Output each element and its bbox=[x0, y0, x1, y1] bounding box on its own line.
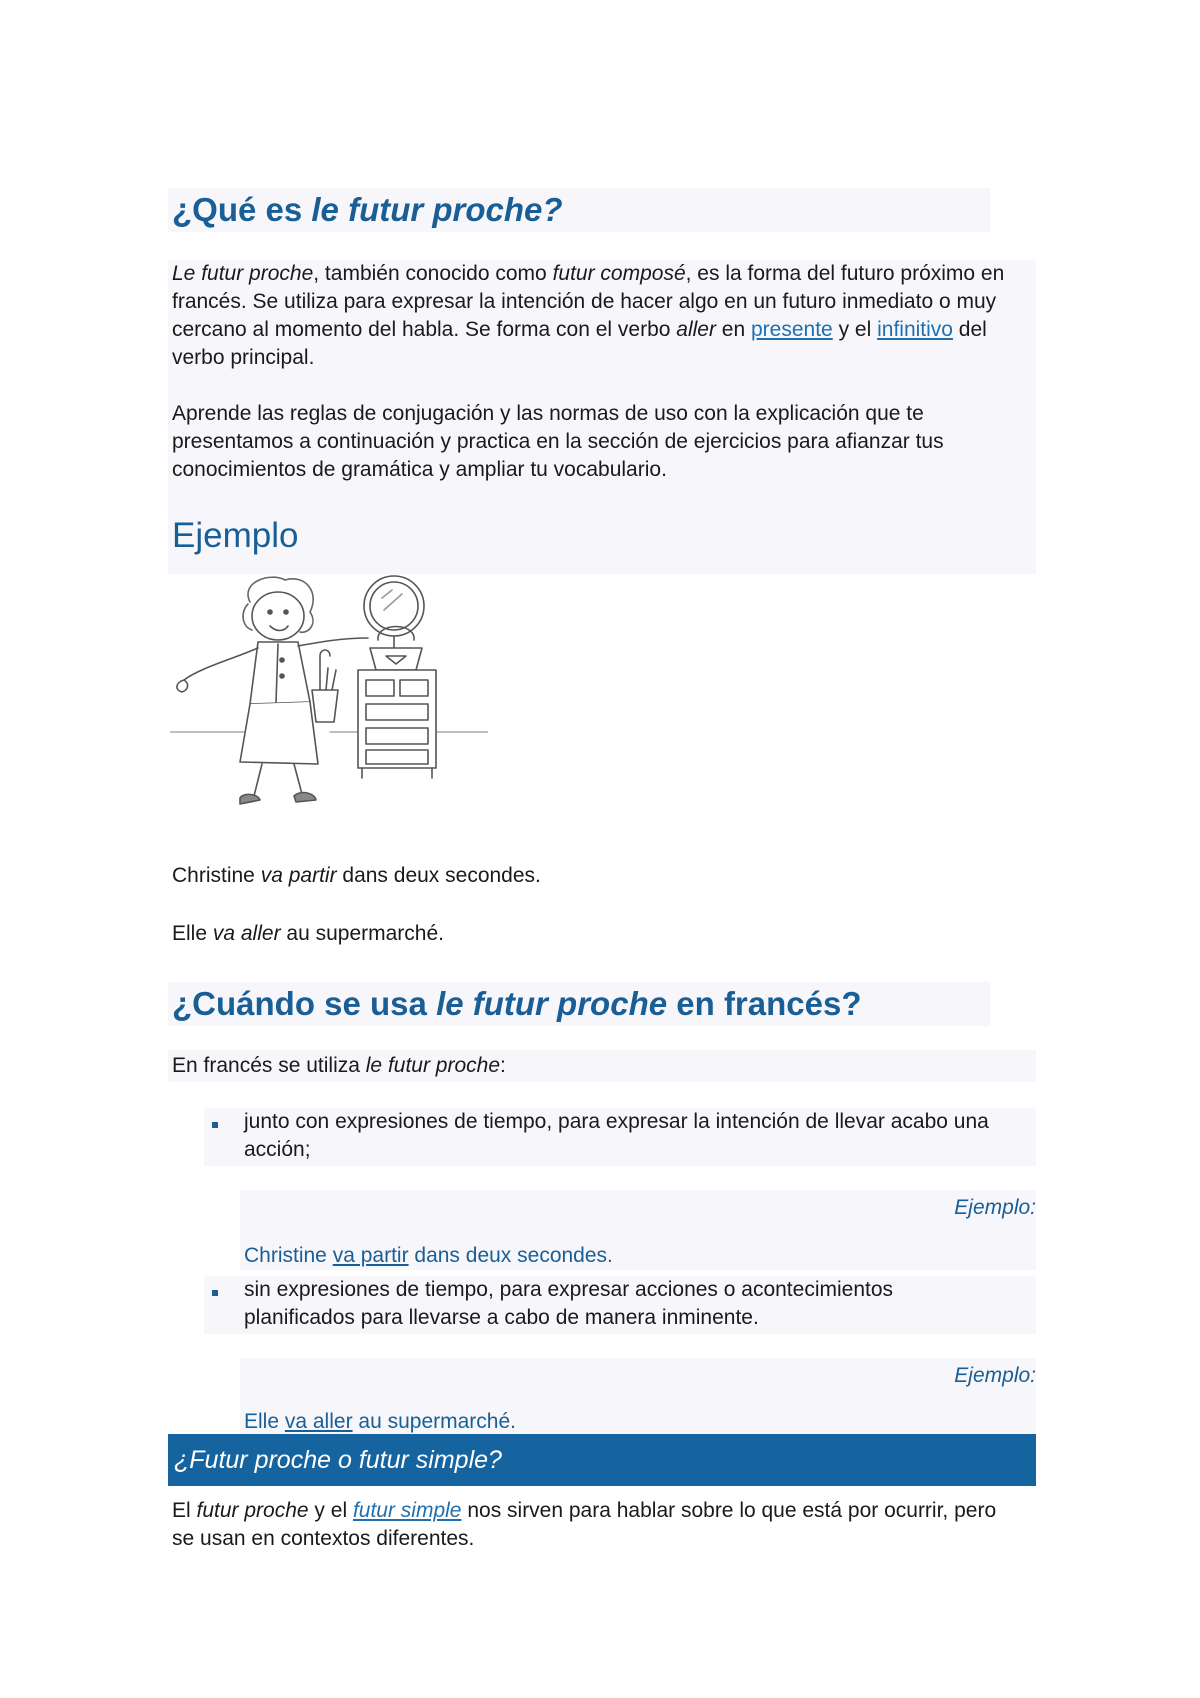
em-aller: aller bbox=[676, 318, 716, 341]
text: Elle bbox=[244, 1410, 285, 1433]
example-line-2 bbox=[172, 920, 444, 948]
text: En francés se utiliza bbox=[172, 1054, 366, 1077]
text: au supermarché. bbox=[280, 922, 444, 945]
bullet-1-text: junto con expresiones de tiempo, para expresar la intención de llevar acabo una acción; bbox=[244, 1110, 989, 1161]
text: au supermarché. bbox=[352, 1410, 516, 1433]
section-title-que-es bbox=[172, 188, 563, 232]
bullet-1-example bbox=[244, 1244, 613, 1268]
presente-link[interactable]: presente bbox=[751, 318, 833, 341]
em-futur-proche: futur proche bbox=[196, 1499, 309, 1522]
text: : bbox=[500, 1054, 506, 1077]
em-futur-compose: futur composé bbox=[552, 262, 686, 285]
text: El bbox=[172, 1499, 197, 1522]
underlined-verb: va aller bbox=[284, 1410, 353, 1433]
em: Futur proche bbox=[189, 1446, 332, 1474]
text: Christine bbox=[172, 864, 261, 887]
bullet-2-text: sin expresiones de tiempo, para expresar acciones o acontecimientos planificados para llevarse a cabo de manera inminente. bbox=[244, 1278, 894, 1329]
example-label-1: Ejemplo: bbox=[954, 1196, 1036, 1219]
em: futur simple bbox=[358, 1446, 489, 1474]
infinitivo-link[interactable]: infinitivo bbox=[877, 318, 953, 341]
title-pre: ¿Qué es bbox=[172, 191, 312, 228]
text: nos sirven para hablar sobre lo que está por ocurrir, pero se usan en contextos diferentes. bbox=[172, 1499, 997, 1550]
futur-proche-vs-simple-banner bbox=[168, 1434, 1036, 1486]
em-va-aller: va aller bbox=[212, 922, 281, 945]
text: Elle bbox=[172, 922, 213, 945]
title-post: en francés? bbox=[667, 985, 862, 1022]
text: dans deux secondes. bbox=[336, 864, 541, 887]
bullet-icon bbox=[212, 1290, 218, 1296]
text: dans deux secondes. bbox=[408, 1244, 613, 1267]
text: , también conocido como bbox=[313, 262, 553, 285]
text: ? bbox=[488, 1446, 502, 1474]
text: y el bbox=[832, 318, 878, 341]
title-em: le futur proche bbox=[436, 985, 668, 1022]
em-futur-proche: Le futur proche bbox=[172, 262, 314, 285]
comparison-paragraph bbox=[172, 1497, 1012, 1553]
futur-simple-link[interactable]: futur simple bbox=[352, 1499, 462, 1522]
em-va-partir: va partir bbox=[260, 864, 337, 887]
definition-paragraph bbox=[172, 260, 1036, 372]
learn-paragraph: Aprende las reglas de conjugación y las normas de uso con la explicación que te presentamos a continuación y practica en la sección de ejercicios para afianzar tus conocimientos de gramática y ampliar tu vocabulario. bbox=[172, 402, 944, 481]
section-title-cuando bbox=[172, 982, 862, 1026]
usage-intro bbox=[172, 1052, 506, 1080]
example-title: Ejemplo bbox=[172, 516, 299, 555]
text: del verbo principal. bbox=[172, 318, 987, 369]
text: en bbox=[715, 318, 751, 341]
em-futur-proche: le futur proche bbox=[365, 1054, 501, 1077]
girl-with-dresser-illustration-icon bbox=[170, 572, 488, 820]
text: y el bbox=[308, 1499, 353, 1522]
text: ¿ bbox=[174, 1446, 190, 1474]
title-em: le futur proche? bbox=[311, 191, 563, 228]
bullet-icon bbox=[212, 1122, 218, 1128]
text: Christine bbox=[244, 1244, 333, 1267]
text: , es la forma del futuro próximo en francés. Se utiliza para expresar la intención de hacer algo en un futuro inmediato o muy cercano al momento del habla. Se forma con el verbo bbox=[172, 262, 1005, 341]
title-pre: ¿Cuándo se usa bbox=[172, 985, 437, 1022]
bullet-2-example bbox=[244, 1410, 516, 1434]
underlined-verb: va partir bbox=[332, 1244, 409, 1267]
example-label-2: Ejemplo: bbox=[954, 1364, 1036, 1387]
text: o bbox=[331, 1446, 359, 1474]
example-line-1 bbox=[172, 862, 541, 890]
